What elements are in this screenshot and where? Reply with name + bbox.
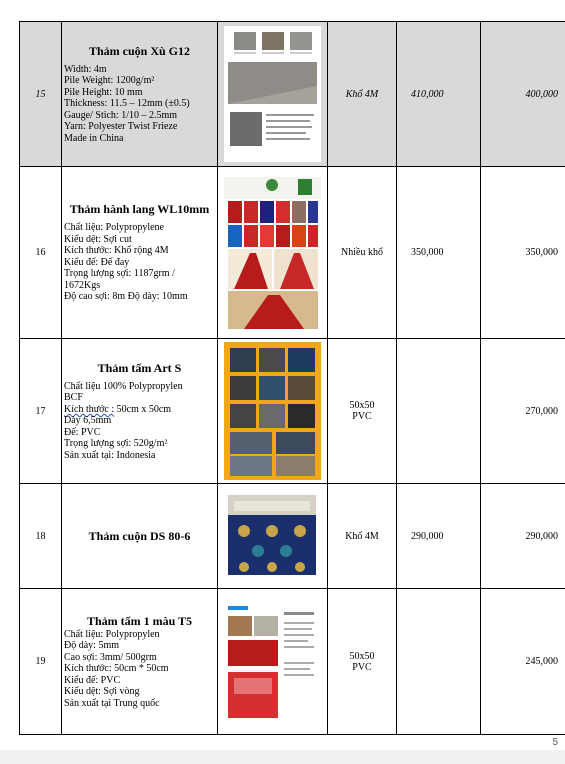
product-name: Thảm hành lang WL10mm	[69, 202, 210, 217]
spec-line	[64, 404, 215, 416]
price-cell: 290,000	[397, 484, 481, 589]
row-number: 15	[20, 22, 62, 167]
spec-line: Trọng lượng sợi: 520g/m²	[64, 438, 168, 450]
spec-line: BCF	[64, 392, 83, 404]
spec-line: Chất liệu 100% Polypropylen	[64, 380, 183, 392]
carpet-tile-image	[224, 342, 321, 480]
size-line: 50x50	[349, 650, 375, 662]
spec-line: Dày 6,5mm	[64, 415, 112, 427]
spec-line: Gauge/ Stich: 1/10 – 2.5mm	[64, 109, 178, 121]
spec-line: Sản xuất tại: Indonesia	[64, 449, 156, 461]
spec-line: Made in China	[64, 132, 124, 144]
size-cell	[328, 339, 397, 484]
spec-line: Kiểu đế: PVC	[64, 674, 121, 686]
size-cell: Khổ 4M	[328, 22, 397, 167]
size-line: PVC	[352, 411, 372, 422]
spec-list	[64, 629, 215, 710]
spec-size-label: Kích thước :	[64, 403, 115, 415]
product-description	[62, 167, 218, 339]
spec-line: Cao sợi: 3mm/ 500grm	[64, 651, 157, 663]
spec-line: Pile Height: 10 mm	[64, 86, 143, 98]
size-cell: Nhiều khổ	[328, 167, 397, 339]
page-number: 5	[552, 737, 558, 748]
spec-list	[64, 222, 215, 303]
row-number: 16	[20, 167, 62, 339]
spec-line: Đế: PVC	[64, 426, 101, 438]
size-line: PVC	[352, 661, 372, 673]
spec-line: Width: 4m	[64, 63, 107, 75]
product-name: Thảm tấm 1 màu T5	[86, 613, 193, 628]
price-total-cell: 290,000	[481, 484, 565, 589]
table-row	[20, 484, 565, 589]
product-table	[19, 21, 565, 735]
size-cell: Khổ 4M	[328, 484, 397, 589]
spec-line: Kiểu dệt: Sợi cut	[64, 233, 132, 245]
table-row	[20, 167, 565, 339]
spec-line: Trọng lượng sợi: 1187grm /	[64, 268, 175, 280]
carpet-swatch-image	[224, 26, 321, 162]
price-cell: 350,000	[397, 167, 481, 339]
product-description	[62, 589, 218, 735]
spec-line: Kích thước: 50cm * 50cm	[64, 663, 169, 675]
product-name: Thảm cuộn Xù G12	[88, 43, 191, 58]
carpet-solid-tile-image	[224, 602, 321, 722]
spec-size-value: 50cm x 50cm	[114, 403, 172, 415]
product-image-cell	[218, 339, 328, 484]
product-description	[62, 484, 218, 589]
product-image-cell	[218, 484, 328, 589]
price-total-cell: 400,000	[481, 22, 565, 167]
spec-line: Chất liệu: Polypropylen	[64, 628, 160, 640]
product-image-cell	[218, 167, 328, 339]
table-row	[20, 589, 565, 735]
row-number: 17	[20, 339, 62, 484]
price-cell	[397, 339, 481, 484]
spec-line: Kích thước: Khổ rộng 4M	[64, 245, 169, 257]
spec-line: Sản xuất tại Trung quốc	[64, 697, 160, 709]
table-row	[20, 22, 565, 167]
row-number: 19	[20, 589, 62, 735]
price-cell	[397, 589, 481, 735]
spec-line: Độ dày: 5mm	[64, 640, 119, 652]
carpet-corridor-image	[224, 173, 321, 333]
size-cell	[328, 589, 397, 735]
product-description	[62, 339, 218, 484]
spec-line: 1672Kgs	[64, 279, 101, 291]
product-image-cell	[218, 589, 328, 735]
spec-line: Yarn: Polyester Twist Frieze	[64, 121, 178, 133]
size-line: 50x50	[349, 400, 375, 411]
spec-line: Kiểu đế: Đế đay	[64, 256, 130, 268]
spec-line: Độ cao sợi: 8m Độ dày: 10mm	[64, 291, 188, 303]
price-total-cell: 350,000	[481, 167, 565, 339]
table-row	[20, 339, 565, 484]
spec-line: Chất liệu: Polypropylene	[64, 222, 164, 234]
spec-list	[64, 64, 215, 145]
spec-line: Pile Weight: 1200g/m²	[64, 75, 155, 87]
product-name: Thảm tấm Art S	[97, 360, 182, 375]
price-cell: 410,000	[397, 22, 481, 167]
row-number: 18	[20, 484, 62, 589]
product-name: Thảm cuộn DS 80-6	[88, 529, 191, 543]
carpet-roll-image	[224, 493, 321, 579]
product-image-cell	[218, 22, 328, 167]
spec-line: Thickness: 11.5 – 12mm (±0.5)	[64, 98, 190, 110]
spec-list	[64, 381, 215, 462]
price-total-cell: 245,000	[481, 589, 565, 735]
spec-line: Kiểu dệt: Sợi vòng	[64, 686, 140, 698]
price-total-cell: 270,000	[481, 339, 565, 484]
product-description	[62, 22, 218, 167]
